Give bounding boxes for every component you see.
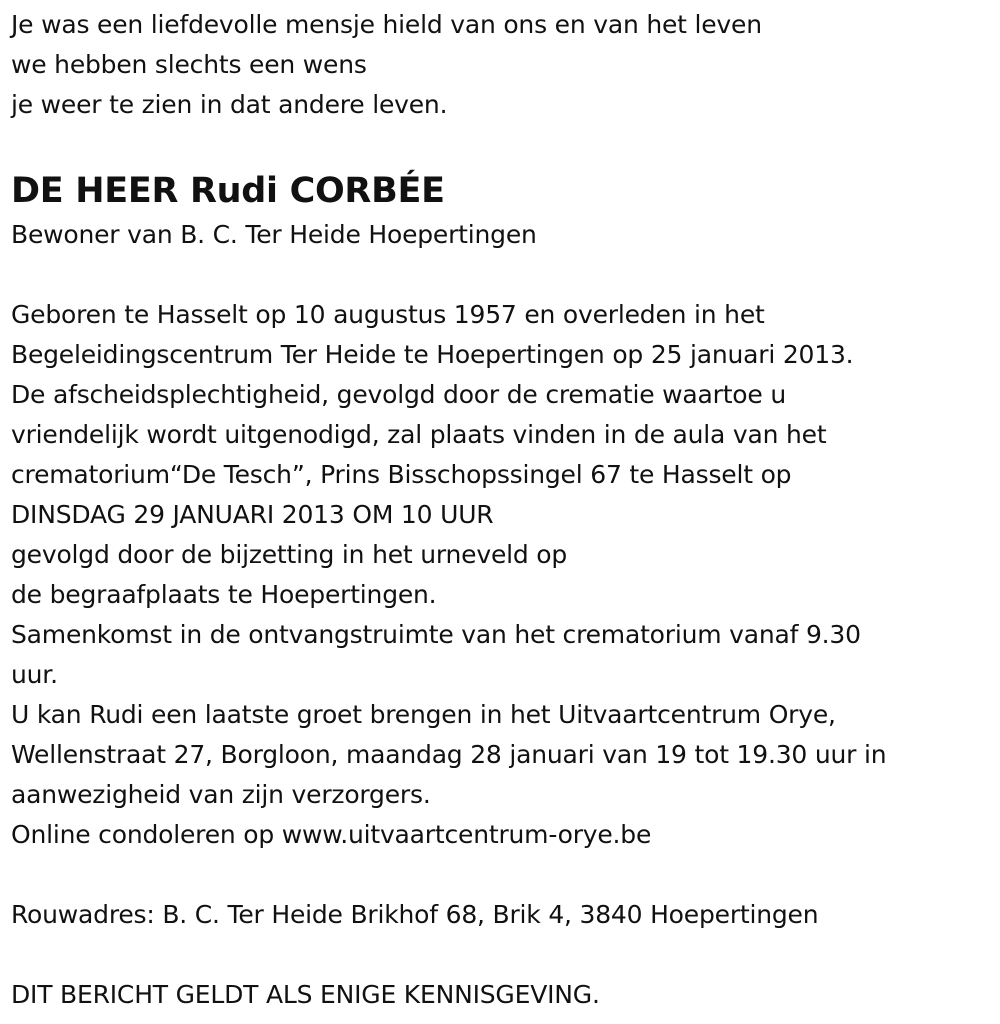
- poem-line: Je was een liefdevolle mensje hield van ons en van het leven: [11, 10, 762, 39]
- ceremony-datetime: DINSDAG 29 JANUARI 2013 OM 10 UUR: [11, 500, 494, 529]
- body-line: U kan Rudi een laatste groet brengen in het Uitvaartcentrum Orye,: [11, 700, 836, 729]
- closing-notice: DIT BERICHT GELDT ALS ENIGE KENNISGEVING.: [11, 980, 600, 1009]
- body-line: aanwezigheid van zijn verzorgers.: [11, 780, 431, 809]
- mourning-address: Rouwadres: B. C. Ter Heide Brikhof 68, Brik 4, 3840 Hoepertingen: [11, 900, 819, 929]
- body-line: Samenkomst in de ontvangstruimte van het crematorium vanaf 9.30: [11, 620, 861, 649]
- body-line: de begraafplaats te Hoepertingen.: [11, 580, 437, 609]
- online-condolence-line: Online condoleren op www.uitvaartcentrum-orye.be: [11, 820, 652, 849]
- spacer: [11, 935, 991, 975]
- body-line: crematorium“De Tesch”, Prins Bisschopssingel 67 te Hasselt op: [11, 460, 792, 489]
- poem-line: we hebben slechts een wens: [11, 50, 367, 79]
- poem: [11, 5, 991, 125]
- body-line: Begeleidingscentrum Ter Heide te Hoepertingen op 25 januari 2013.: [11, 340, 854, 369]
- spacer: [11, 855, 991, 895]
- spacer: [11, 255, 991, 295]
- body-line: De afscheidsplechtigheid, gevolgd door de crematie waartoe u: [11, 380, 786, 409]
- spacer: [11, 125, 991, 165]
- body-line: uur.: [11, 660, 58, 689]
- poem-line: je weer te zien in dat andere leven.: [11, 90, 448, 119]
- deceased-name: DE HEER Rudi CORBÉE: [11, 171, 445, 211]
- body-line: gevolgd door de bijzetting in het urneveld op: [11, 540, 568, 569]
- body-line: Geboren te Hasselt op 10 augustus 1957 en overleden in het: [11, 300, 765, 329]
- subtitle: Bewoner van B. C. Ter Heide Hoepertingen: [11, 220, 537, 249]
- body-line: vriendelijk wordt uitgenodigd, zal plaats vinden in de aula van het: [11, 420, 827, 449]
- announcement-body: [11, 295, 991, 855]
- obituary-document: [11, 5, 991, 1015]
- body-line: Wellenstraat 27, Borgloon, maandag 28 januari van 19 tot 19.30 uur in: [11, 740, 887, 769]
